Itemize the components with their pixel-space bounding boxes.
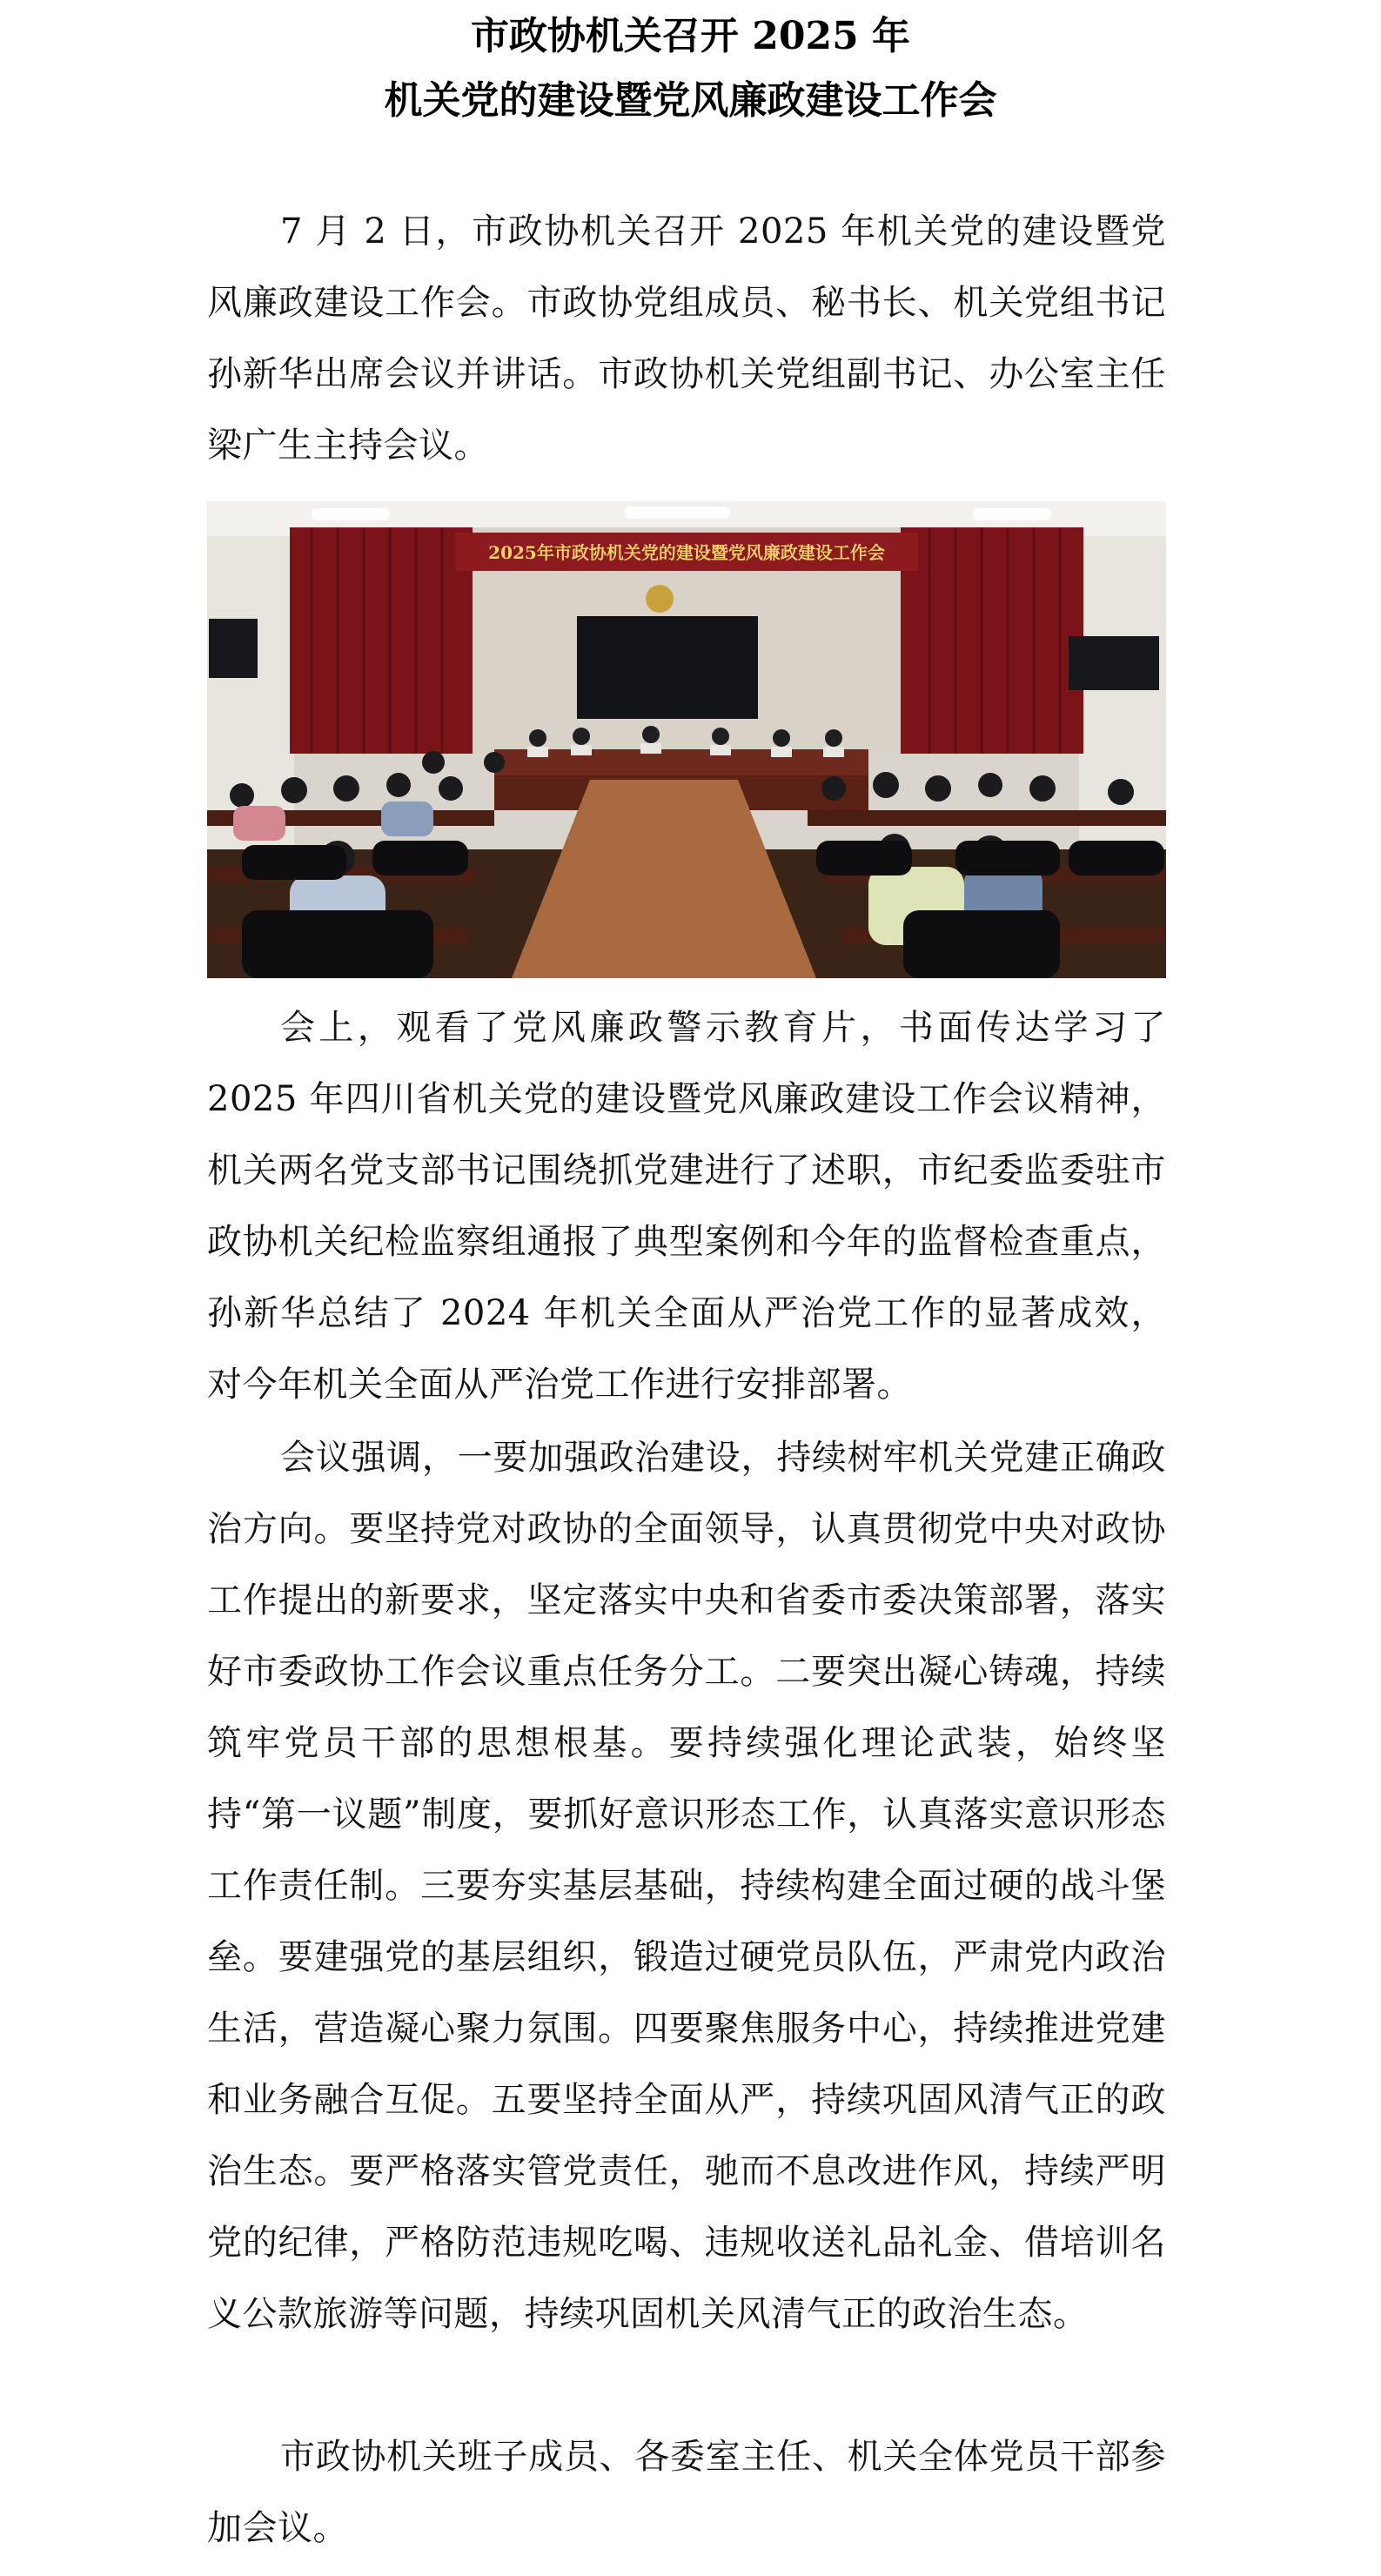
meeting-photo: [207, 501, 1166, 978]
paragraph-1: 7 月 2 日，市政协机关召开 2025 年机关党的建设暨党风廉政建设工作会。市政协党组成员、秘书长、机关党组书记孙新华出席会议并讲话。市政协机关党组副书记、办公室主任梁广生主持会议。: [207, 211, 1166, 466]
article-title-line-1: 市政协机关召开 2025 年: [470, 14, 911, 58]
photo-banner-text: 2025年市政协机关党的建设暨党风廉政建设工作会: [488, 542, 885, 563]
paragraph-2: 会上，观看了党风廉政警示教育片，书面传达学习了 2025 年四川省机关党的建设暨党风廉政建设工作会议精神，机关两名党支部书记围绕抓党建进行了述职，市纪委监委驻市政协机关纪检监察组通报了典型案例和今年的监督检查重点，孙新华总结了 2024 年机关全面从严治党工作的显著成效，对今年机关全面从严治党工作进行安排部署。: [207, 1008, 1166, 1405]
paragraph-3: 会议强调，一要加强政治建设，持续树牢机关党建正确政治方向。要坚持党对政协的全面领导，认真贯彻党中央对政协工作提出的新要求，坚定落实中央和省委市委决策部署，落实好市委政协工作会议重点任务分工。二要突出凝心铸魂，持续筑牢党员干部的思想根基。要持续强化理论武装，始终坚持“第一议题”制度，要抓好意识形态工作，认真落实意识形态工作责任制。三要夯实基层基础，持续构建全面过硬的战斗堡垒。要建强党的基层组织，锻造过硬党员队伍，严肃党内政治生活，营造凝心聚力氛围。四要聚焦服务中心，持续推进党建和业务融合互促。五要坚持全面从严，持续巩固风清气正的政治生态。要严格落实管党责任，驰而不息改进作风，持续严明党的纪律，严格防范违规吃喝、违规收送礼品礼金、借培训名义公款旅游等问题，持续巩固机关风清气正的政治生态。: [207, 1438, 1166, 2334]
paragraph-4: 市政协机关班子成员、各委室主任、机关全体党员干部参加会议。: [207, 2437, 1166, 2548]
article-title-line-2: 机关党的建设暨党风廉政建设工作会: [384, 78, 997, 123]
